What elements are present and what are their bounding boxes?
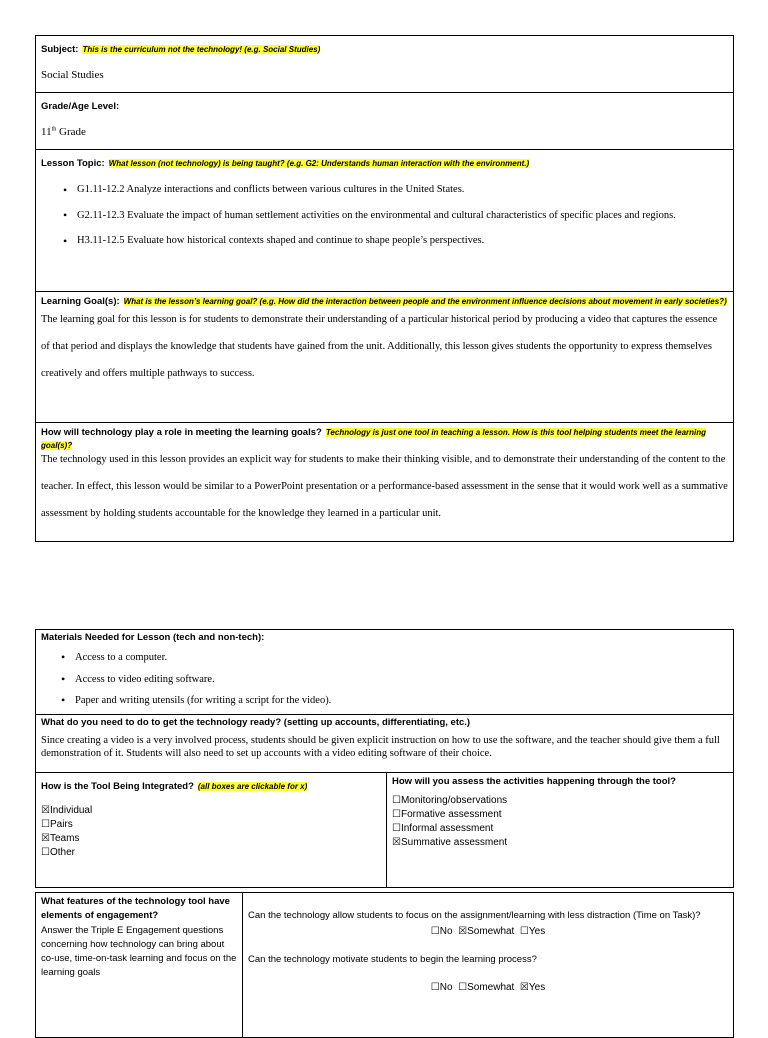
topic-item: • H3.11-12.5 Evaluate how historical contexts shaped and continue to shape people’s perspectives. [77,234,728,248]
checkbox-icon[interactable]: ☐ [41,847,50,858]
option-no[interactable]: ☐No [430,982,453,993]
option-informal[interactable]: ☐Informal assessment [392,823,494,834]
assessment-options [392,794,728,850]
role-label: How will technology play a role in meeting the learning goals? [41,427,322,438]
engagement-heading: What features of the technology tool have elements of engagement? [41,896,230,922]
option-individual[interactable]: ☒Individual [41,805,93,816]
engagement-right [243,893,734,1038]
checkbox-icon[interactable]: ☐ [430,982,440,993]
engagement-table [35,892,734,1038]
checkbox-icon[interactable]: ☐ [519,926,529,937]
topic-item: • G1.11-12.2 Analyze interactions and conflicts between various cultures in the United States. [77,183,728,197]
option-teams[interactable]: ☒Teams [41,833,80,844]
subject-value: Social Studies [41,69,104,81]
option-no[interactable]: ☐No [430,926,453,937]
materials-item: • Paper and writing utensils (for writing a script for the video). [75,690,728,712]
integration-hint: (all boxes are clickable for x) [197,782,308,791]
integration-cell [36,773,387,888]
subject-row [36,36,734,93]
assessment-label: How will you assess the activities happening through the tool? [392,776,676,787]
subject-label: Subject: [41,44,79,55]
question-time-on-task-options [248,925,728,939]
ready-row [36,715,734,773]
grade-suffix: th [51,126,57,133]
checkbox-icon[interactable]: ☒ [41,805,50,816]
materials-label: Materials Needed for Lesson (tech and non-tech): [41,632,265,643]
option-monitoring[interactable]: ☐Monitoring/observations [392,795,508,806]
goals-row [36,292,734,423]
checkbox-icon[interactable]: ☐ [458,982,468,993]
checkbox-icon[interactable]: ☐ [41,819,50,830]
role-row [36,423,734,542]
materials-item: • Access to a computer. [75,647,728,669]
option-yes[interactable]: ☒Yes [519,982,546,993]
role-hint: Technology is just one tool in teaching a lesson. How is this tool helping students meet the learning goal(s)? [41,428,707,450]
engagement-left [36,893,243,1038]
topic-item: • G2.11-12.3 Evaluate the impact of human settlement activities on the environmental and cultural characteristics of specific places and regions. [77,202,728,229]
tool-row [36,773,734,888]
topic-row [36,150,734,292]
topic-hint: What lesson (not technology) is being taught? (e.g. G2: Understands human interaction with the environment.) [108,159,530,168]
grade-row [36,93,734,150]
grade-label: Grade/Age Level: [41,101,120,112]
integration-options [41,804,381,860]
integration-label: How is the Tool Being Integrated? [41,781,194,792]
engagement-instructions: Answer the Triple E Engagement questions concerning how technology can bring about co-use, time-on-task learning and focus on the learning goals [41,924,237,979]
option-yes[interactable]: ☐Yes [519,926,546,937]
checkbox-icon[interactable]: ☒ [392,837,401,848]
option-other[interactable]: ☐Other [41,847,75,858]
materials-list [41,647,728,712]
goals-hint: What is the lesson’s learning goal? (e.g. How did the interaction between people and the environment influence decisions about movement in early societies?) [123,297,727,306]
assessment-cell [387,773,734,888]
checkbox-icon[interactable]: ☐ [392,809,401,820]
option-formative[interactable]: ☐Formative assessment [392,809,502,820]
question-motivation-options [248,981,728,995]
option-pairs[interactable]: ☐Pairs [41,819,73,830]
question-time-on-task: Can the technology allow students to focus on the assignment/learning with less distraction (Time on Task)? [248,910,701,921]
lesson-info-table [35,35,734,542]
grade-value [41,126,728,138]
checkbox-icon[interactable]: ☒ [41,833,50,844]
question-motivation: Can the technology motivate students to begin the learning process? [248,954,537,965]
checkbox-icon[interactable]: ☐ [392,823,401,834]
checkbox-icon[interactable]: ☐ [392,795,401,806]
checkbox-icon[interactable]: ☐ [430,926,440,937]
topic-label: Lesson Topic: [41,158,105,169]
topic-list [41,183,728,248]
goals-text: The learning goal for this lesson is for students to demonstrate their understanding of a particular historical period by producing a video that captures the essence of that period and displays the knowledge that students have gained from the unit. Additionally, this lesson gives students the opportunity to express themselves creatively and offers multiple pathways to success. [41,314,718,379]
role-text: The technology used in this lesson provides an explicit way for students to make their thinking visible, and to demonstrate their understanding of the content to the teacher. In effect, this lesson would be similar to a PowerPoint presentation or a performance-based assessment in the sense that it would work well as a summative assessment by holding students accountable for the knowledge they learned in a particular unit. [41,454,728,519]
materials-table [35,629,734,888]
checkbox-icon[interactable]: ☒ [458,926,468,937]
grade-word: Grade [56,126,86,138]
ready-label: What do you need to do to get the technology ready? (setting up accounts, differentiating, etc.) [41,717,471,728]
engagement-row [36,893,734,1038]
subject-hint: This is the curriculum not the technology! (e.g. Social Studies) [82,45,321,54]
option-summative[interactable]: ☒Summative assessment [392,837,508,848]
ready-text: Since creating a video is a very involved process, students should be given explicit instruction on how to use the software, and the teacher should give them a full demonstration of it. Students will also need to set up accounts with a video editing software of their choice. [41,735,720,759]
option-somewhat[interactable]: ☒Somewhat [458,926,515,937]
checkbox-icon[interactable]: ☒ [519,982,529,993]
materials-row [36,630,734,715]
materials-item: • Access to video editing software. [75,669,728,691]
option-somewhat[interactable]: ☐Somewhat [458,982,515,993]
grade-number: 11 [41,126,52,138]
goals-label: Learning Goal(s): [41,296,120,307]
